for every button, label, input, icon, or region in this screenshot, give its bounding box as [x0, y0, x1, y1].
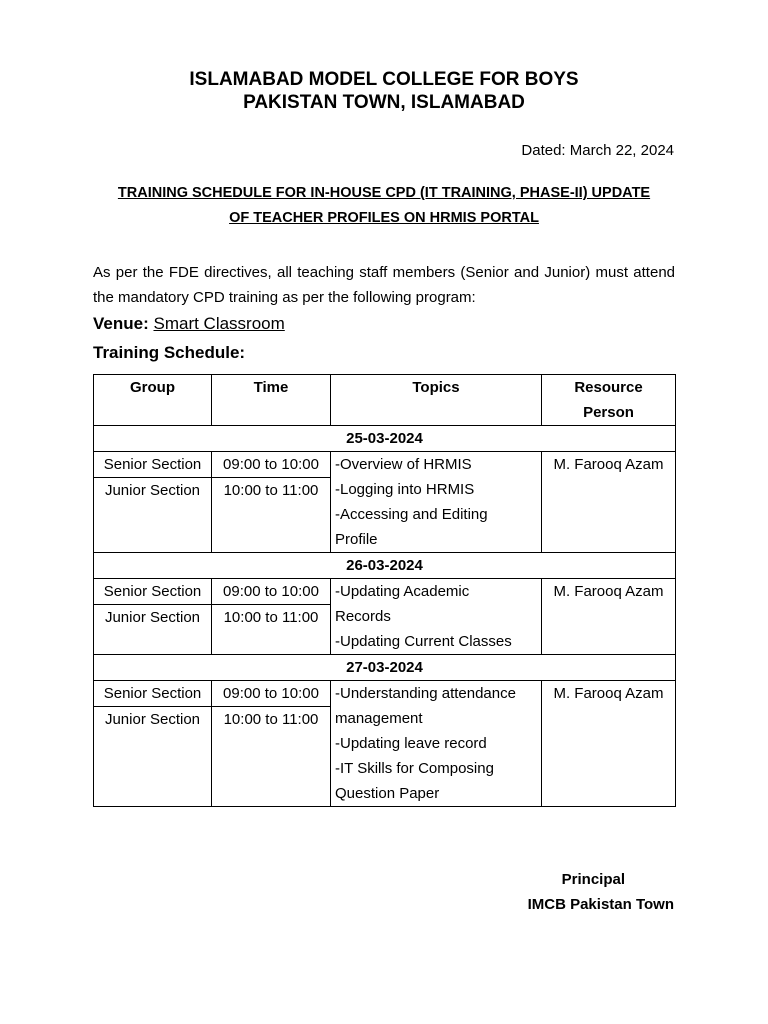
topic-item: -Updating Current Classes [335, 633, 512, 650]
table-row [94, 681, 676, 707]
time-cell: 10:00 to 11:00 [212, 478, 331, 553]
date-row [94, 426, 676, 452]
intro-line-1: As per the FDE directives, all teaching staff members (Senior and Junior) must [93, 264, 628, 281]
time-cell: 09:00 to 10:00 [212, 452, 331, 478]
date-cell: 27-03-2024 [94, 655, 676, 681]
group-cell: Senior Section [94, 579, 212, 605]
date-row [94, 655, 676, 681]
topic-item: -Accessing and Editing [335, 506, 488, 523]
header-person-line-1: Resource [574, 379, 643, 396]
college-location: PAKISTAN TOWN, ISLAMABAD [243, 92, 525, 113]
topic-item: -Updating Academic [335, 583, 470, 600]
header-resource-person [542, 375, 676, 426]
group-cell: Senior Section [94, 681, 212, 707]
intro-paragraph [93, 260, 675, 310]
table-row [94, 579, 676, 605]
topic-item: management [335, 710, 423, 727]
signature-title: Principal [561, 871, 625, 888]
topic-item: -IT Skills for Composing [335, 760, 494, 777]
topic-item: Profile [335, 531, 378, 548]
group-cell: Junior Section [94, 478, 212, 553]
header-person-line-2: Person [583, 404, 634, 421]
topics-cell [331, 579, 542, 655]
header-time: Time [212, 375, 331, 426]
topic-item: -Understanding attendance [335, 685, 516, 702]
heading-line-2: OF TEACHER PROFILES ON HRMIS PORTAL [229, 210, 539, 226]
intro-line-2: attend the mandatory CPD training as per the following program: [93, 264, 676, 306]
schedule-table [93, 374, 676, 807]
time-cell: 10:00 to 11:00 [212, 605, 331, 655]
training-schedule-label: Training Schedule: [93, 343, 246, 362]
date-cell: 25-03-2024 [94, 426, 676, 452]
topic-item: -Overview of HRMIS [335, 456, 472, 473]
group-cell: Junior Section [94, 605, 212, 655]
document-date: Dated: March 22, 2024 [521, 142, 674, 159]
venue-label: Venue: [93, 314, 149, 333]
table-row [94, 452, 676, 478]
date-cell: 26-03-2024 [94, 553, 676, 579]
signature-organization: IMCB Pakistan Town [527, 896, 674, 913]
time-cell: 09:00 to 10:00 [212, 681, 331, 707]
schedule-heading [93, 181, 675, 231]
topic-item: Question Paper [335, 785, 440, 802]
group-cell: Junior Section [94, 707, 212, 807]
group-cell: Senior Section [94, 452, 212, 478]
date-row [94, 553, 676, 579]
topic-item: Records [335, 608, 391, 625]
college-title [0, 68, 768, 114]
topics-cell [331, 452, 542, 553]
resource-person-cell: M. Farooq Azam [542, 681, 676, 807]
topic-item: -Logging into HRMIS [335, 481, 475, 498]
topic-item: -Updating leave record [335, 735, 487, 752]
topics-cell [331, 681, 542, 807]
heading-line-1: TRAINING SCHEDULE FOR IN-HOUSE CPD (IT TRAINING, PHASE-II) UPDATE [117, 185, 651, 201]
resource-person-cell: M. Farooq Azam [542, 579, 676, 655]
venue-line [93, 314, 285, 334]
time-cell: 09:00 to 10:00 [212, 579, 331, 605]
table-header-row [94, 375, 676, 426]
venue-value: Smart Classroom [153, 314, 285, 333]
college-name: ISLAMABAD MODEL COLLEGE FOR BOYS [189, 69, 579, 90]
header-topics: Topics [331, 375, 542, 426]
time-cell: 10:00 to 11:00 [212, 707, 331, 807]
resource-person-cell: M. Farooq Azam [542, 452, 676, 553]
header-group: Group [94, 375, 212, 426]
